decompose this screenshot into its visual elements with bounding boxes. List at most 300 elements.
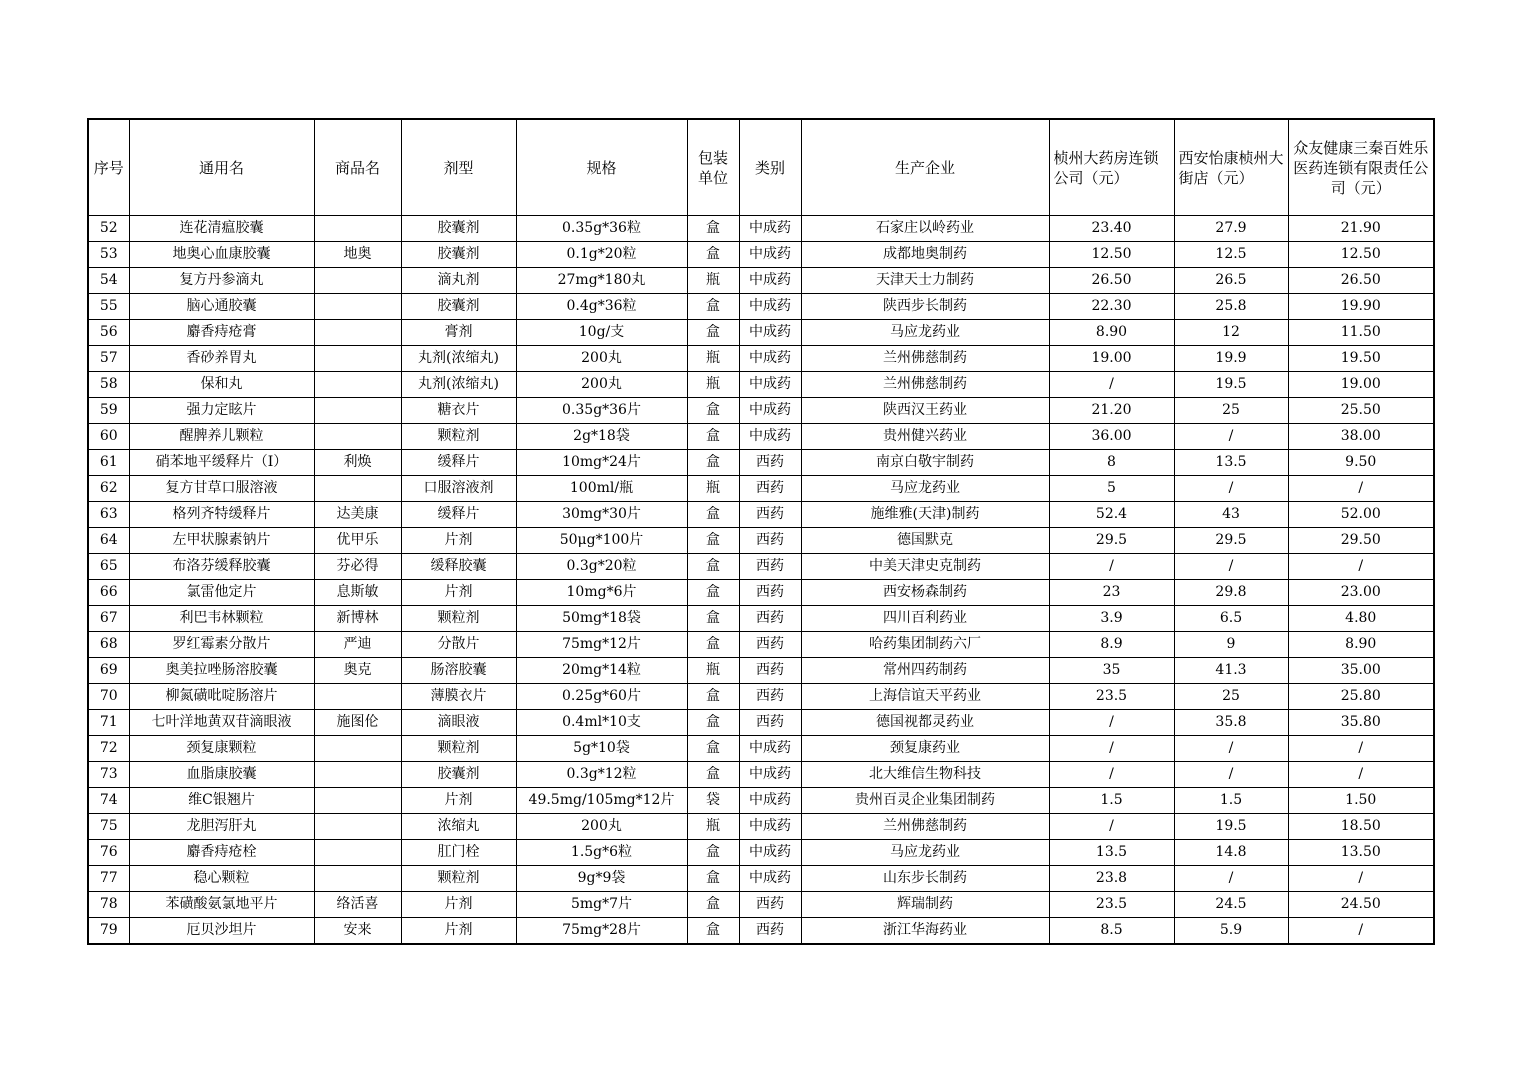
cell-package-unit: 盒 bbox=[687, 710, 739, 736]
cell-price-store-2: / bbox=[1174, 424, 1288, 450]
cell-generic-name: 麝香痔疮栓 bbox=[129, 840, 314, 866]
cell-specification: 5mg*7片 bbox=[516, 892, 687, 918]
table-row bbox=[88, 710, 1434, 736]
cell-dosage-form: 颗粒剂 bbox=[401, 736, 516, 762]
cell-price-store-3: 4.80 bbox=[1288, 606, 1434, 632]
cell-dosage-form: 膏剂 bbox=[401, 320, 516, 346]
cell-price-store-3: 29.50 bbox=[1288, 528, 1434, 554]
cell-price-store-2: / bbox=[1174, 762, 1288, 788]
cell-specification: 27mg*180丸 bbox=[516, 268, 687, 294]
cell-price-store-2: 13.5 bbox=[1174, 450, 1288, 476]
cell-dosage-form: 片剂 bbox=[401, 918, 516, 945]
table-row bbox=[88, 866, 1434, 892]
cell-category: 中成药 bbox=[739, 346, 801, 372]
cell-package-unit: 盒 bbox=[687, 502, 739, 528]
cell-price-store-1: 21.20 bbox=[1049, 398, 1174, 424]
cell-index: 52 bbox=[88, 216, 129, 242]
cell-index: 56 bbox=[88, 320, 129, 346]
table-row bbox=[88, 658, 1434, 684]
cell-price-store-2: / bbox=[1174, 736, 1288, 762]
cell-dosage-form: 片剂 bbox=[401, 580, 516, 606]
col-header-generic-name: 通用名 bbox=[129, 119, 314, 216]
cell-category: 西药 bbox=[739, 450, 801, 476]
cell-package-unit: 盒 bbox=[687, 684, 739, 710]
cell-brand-name: 施图伦 bbox=[314, 710, 401, 736]
cell-generic-name: 奥美拉唑肠溶胶囊 bbox=[129, 658, 314, 684]
cell-brand-name bbox=[314, 788, 401, 814]
cell-brand-name bbox=[314, 216, 401, 242]
cell-price-store-1: 8.9 bbox=[1049, 632, 1174, 658]
cell-manufacturer: 贵州百灵企业集团制药 bbox=[801, 788, 1049, 814]
cell-manufacturer: 天津天士力制药 bbox=[801, 268, 1049, 294]
cell-specification: 49.5mg/105mg*12片 bbox=[516, 788, 687, 814]
cell-specification: 0.35g*36粒 bbox=[516, 216, 687, 242]
cell-category: 中成药 bbox=[739, 216, 801, 242]
cell-brand-name bbox=[314, 476, 401, 502]
cell-price-store-2: 19.9 bbox=[1174, 346, 1288, 372]
cell-generic-name: 稳心颗粒 bbox=[129, 866, 314, 892]
cell-generic-name: 氯雷他定片 bbox=[129, 580, 314, 606]
cell-brand-name bbox=[314, 320, 401, 346]
cell-generic-name: 苯磺酸氨氯地平片 bbox=[129, 892, 314, 918]
cell-price-store-1: 12.50 bbox=[1049, 242, 1174, 268]
cell-generic-name: 罗红霉素分散片 bbox=[129, 632, 314, 658]
table-body bbox=[88, 216, 1434, 945]
cell-package-unit: 盒 bbox=[687, 892, 739, 918]
cell-specification: 9g*9袋 bbox=[516, 866, 687, 892]
cell-category: 西药 bbox=[739, 476, 801, 502]
cell-specification: 30mg*30片 bbox=[516, 502, 687, 528]
cell-dosage-form: 缓释片 bbox=[401, 502, 516, 528]
cell-manufacturer: 马应龙药业 bbox=[801, 840, 1049, 866]
cell-brand-name bbox=[314, 736, 401, 762]
cell-brand-name: 严迪 bbox=[314, 632, 401, 658]
cell-price-store-1: 23.8 bbox=[1049, 866, 1174, 892]
cell-brand-name: 地奥 bbox=[314, 242, 401, 268]
cell-price-store-1: 23.40 bbox=[1049, 216, 1174, 242]
cell-price-store-1: 23.5 bbox=[1049, 684, 1174, 710]
cell-generic-name: 复方甘草口服溶液 bbox=[129, 476, 314, 502]
cell-generic-name: 颈复康颗粒 bbox=[129, 736, 314, 762]
cell-dosage-form: 肛门栓 bbox=[401, 840, 516, 866]
cell-brand-name bbox=[314, 294, 401, 320]
cell-specification: 0.4ml*10支 bbox=[516, 710, 687, 736]
cell-generic-name: 利巴韦林颗粒 bbox=[129, 606, 314, 632]
cell-category: 西药 bbox=[739, 658, 801, 684]
cell-package-unit: 盒 bbox=[687, 320, 739, 346]
cell-manufacturer: 山东步长制药 bbox=[801, 866, 1049, 892]
cell-generic-name: 地奥心血康胶囊 bbox=[129, 242, 314, 268]
cell-price-store-3: 19.90 bbox=[1288, 294, 1434, 320]
cell-index: 62 bbox=[88, 476, 129, 502]
cell-price-store-2: 29.8 bbox=[1174, 580, 1288, 606]
table-row bbox=[88, 528, 1434, 554]
cell-price-store-3: / bbox=[1288, 736, 1434, 762]
cell-specification: 0.3g*20粒 bbox=[516, 554, 687, 580]
cell-package-unit: 盒 bbox=[687, 606, 739, 632]
cell-category: 中成药 bbox=[739, 320, 801, 346]
cell-category: 中成药 bbox=[739, 866, 801, 892]
cell-price-store-1: 52.4 bbox=[1049, 502, 1174, 528]
cell-price-store-2: 5.9 bbox=[1174, 918, 1288, 945]
table-row bbox=[88, 450, 1434, 476]
table-row bbox=[88, 554, 1434, 580]
cell-category: 西药 bbox=[739, 580, 801, 606]
cell-manufacturer: 南京白敬宇制药 bbox=[801, 450, 1049, 476]
cell-specification: 10g/支 bbox=[516, 320, 687, 346]
cell-price-store-3: 25.80 bbox=[1288, 684, 1434, 710]
cell-package-unit: 瓶 bbox=[687, 268, 739, 294]
cell-price-store-1: / bbox=[1049, 762, 1174, 788]
cell-category: 中成药 bbox=[739, 814, 801, 840]
price-table bbox=[87, 118, 1435, 945]
cell-specification: 75mg*12片 bbox=[516, 632, 687, 658]
cell-price-store-2: 12.5 bbox=[1174, 242, 1288, 268]
table-row bbox=[88, 580, 1434, 606]
cell-price-store-2: / bbox=[1174, 476, 1288, 502]
cell-price-store-1: 23 bbox=[1049, 580, 1174, 606]
cell-price-store-3: / bbox=[1288, 554, 1434, 580]
cell-index: 53 bbox=[88, 242, 129, 268]
cell-price-store-3: 18.50 bbox=[1288, 814, 1434, 840]
cell-package-unit: 瓶 bbox=[687, 658, 739, 684]
cell-specification: 0.4g*36粒 bbox=[516, 294, 687, 320]
cell-package-unit: 盒 bbox=[687, 294, 739, 320]
cell-brand-name: 利焕 bbox=[314, 450, 401, 476]
cell-generic-name: 强力定眩片 bbox=[129, 398, 314, 424]
cell-price-store-2: 14.8 bbox=[1174, 840, 1288, 866]
cell-package-unit: 盒 bbox=[687, 424, 739, 450]
table-row bbox=[88, 606, 1434, 632]
table-row bbox=[88, 424, 1434, 450]
cell-generic-name: 厄贝沙坦片 bbox=[129, 918, 314, 945]
cell-price-store-3: 35.00 bbox=[1288, 658, 1434, 684]
col-header-manufacturer: 生产企业 bbox=[801, 119, 1049, 216]
cell-price-store-1: 22.30 bbox=[1049, 294, 1174, 320]
cell-package-unit: 盒 bbox=[687, 242, 739, 268]
table-row bbox=[88, 762, 1434, 788]
cell-manufacturer: 颈复康药业 bbox=[801, 736, 1049, 762]
cell-price-store-2: 41.3 bbox=[1174, 658, 1288, 684]
col-header-dosage-form: 剂型 bbox=[401, 119, 516, 216]
cell-package-unit: 盒 bbox=[687, 450, 739, 476]
cell-manufacturer: 石家庄以岭药业 bbox=[801, 216, 1049, 242]
cell-manufacturer: 辉瑞制药 bbox=[801, 892, 1049, 918]
cell-category: 中成药 bbox=[739, 372, 801, 398]
cell-index: 78 bbox=[88, 892, 129, 918]
cell-package-unit: 盒 bbox=[687, 762, 739, 788]
cell-price-store-3: / bbox=[1288, 762, 1434, 788]
cell-price-store-1: 1.5 bbox=[1049, 788, 1174, 814]
cell-specification: 1.5g*6粒 bbox=[516, 840, 687, 866]
cell-brand-name bbox=[314, 398, 401, 424]
cell-price-store-1: / bbox=[1049, 736, 1174, 762]
cell-manufacturer: 哈药集团制药六厂 bbox=[801, 632, 1049, 658]
col-header-brand-name: 商品名 bbox=[314, 119, 401, 216]
cell-generic-name: 醒脾养儿颗粒 bbox=[129, 424, 314, 450]
cell-package-unit: 袋 bbox=[687, 788, 739, 814]
cell-dosage-form: 片剂 bbox=[401, 892, 516, 918]
cell-brand-name: 芬必得 bbox=[314, 554, 401, 580]
cell-category: 西药 bbox=[739, 528, 801, 554]
cell-price-store-3: 12.50 bbox=[1288, 242, 1434, 268]
cell-package-unit: 盒 bbox=[687, 554, 739, 580]
cell-dosage-form: 片剂 bbox=[401, 528, 516, 554]
cell-dosage-form: 缓释片 bbox=[401, 450, 516, 476]
cell-category: 中成药 bbox=[739, 788, 801, 814]
cell-price-store-2: 35.8 bbox=[1174, 710, 1288, 736]
cell-brand-name bbox=[314, 840, 401, 866]
cell-category: 西药 bbox=[739, 710, 801, 736]
cell-manufacturer: 兰州佛慈制药 bbox=[801, 814, 1049, 840]
cell-brand-name: 奥克 bbox=[314, 658, 401, 684]
cell-dosage-form: 滴丸剂 bbox=[401, 268, 516, 294]
cell-package-unit: 瓶 bbox=[687, 346, 739, 372]
cell-price-store-1: / bbox=[1049, 710, 1174, 736]
cell-index: 58 bbox=[88, 372, 129, 398]
cell-price-store-3: 35.80 bbox=[1288, 710, 1434, 736]
cell-specification: 10mg*6片 bbox=[516, 580, 687, 606]
table-row bbox=[88, 242, 1434, 268]
cell-price-store-2: 19.5 bbox=[1174, 372, 1288, 398]
cell-price-store-2: 12 bbox=[1174, 320, 1288, 346]
cell-brand-name bbox=[314, 762, 401, 788]
cell-index: 55 bbox=[88, 294, 129, 320]
cell-generic-name: 保和丸 bbox=[129, 372, 314, 398]
table-row bbox=[88, 372, 1434, 398]
table-row bbox=[88, 216, 1434, 242]
table-row bbox=[88, 476, 1434, 502]
cell-specification: 20mg*14粒 bbox=[516, 658, 687, 684]
cell-price-store-3: 23.00 bbox=[1288, 580, 1434, 606]
cell-generic-name: 柳氮磺吡啶肠溶片 bbox=[129, 684, 314, 710]
cell-price-store-2: 43 bbox=[1174, 502, 1288, 528]
cell-index: 77 bbox=[88, 866, 129, 892]
cell-index: 74 bbox=[88, 788, 129, 814]
cell-price-store-3: / bbox=[1288, 866, 1434, 892]
cell-specification: 200丸 bbox=[516, 346, 687, 372]
cell-price-store-2: 1.5 bbox=[1174, 788, 1288, 814]
cell-generic-name: 维C银翘片 bbox=[129, 788, 314, 814]
cell-category: 西药 bbox=[739, 892, 801, 918]
cell-manufacturer: 常州四药制药 bbox=[801, 658, 1049, 684]
cell-brand-name: 新博林 bbox=[314, 606, 401, 632]
cell-specification: 50mg*18袋 bbox=[516, 606, 687, 632]
cell-specification: 0.3g*12粒 bbox=[516, 762, 687, 788]
cell-dosage-form: 糖衣片 bbox=[401, 398, 516, 424]
cell-category: 中成药 bbox=[739, 398, 801, 424]
cell-dosage-form: 浓缩丸 bbox=[401, 814, 516, 840]
cell-manufacturer: 兰州佛慈制药 bbox=[801, 346, 1049, 372]
cell-specification: 0.1g*20粒 bbox=[516, 242, 687, 268]
col-header-price-store-1: 桢州大药房连锁公司（元） bbox=[1049, 119, 1174, 216]
cell-manufacturer: 陕西步长制药 bbox=[801, 294, 1049, 320]
cell-price-store-3: 13.50 bbox=[1288, 840, 1434, 866]
cell-price-store-2: 25 bbox=[1174, 684, 1288, 710]
cell-specification: 50μg*100片 bbox=[516, 528, 687, 554]
cell-dosage-form: 丸剂(浓缩丸) bbox=[401, 372, 516, 398]
cell-category: 中成药 bbox=[739, 840, 801, 866]
cell-price-store-3: 25.50 bbox=[1288, 398, 1434, 424]
cell-price-store-3: 19.50 bbox=[1288, 346, 1434, 372]
col-header-specification: 规格 bbox=[516, 119, 687, 216]
cell-index: 75 bbox=[88, 814, 129, 840]
cell-price-store-2: 29.5 bbox=[1174, 528, 1288, 554]
cell-index: 64 bbox=[88, 528, 129, 554]
cell-brand-name bbox=[314, 684, 401, 710]
table-row bbox=[88, 320, 1434, 346]
cell-manufacturer: 马应龙药业 bbox=[801, 476, 1049, 502]
cell-dosage-form: 片剂 bbox=[401, 788, 516, 814]
cell-category: 西药 bbox=[739, 632, 801, 658]
cell-generic-name: 格列齐特缓释片 bbox=[129, 502, 314, 528]
cell-manufacturer: 兰州佛慈制药 bbox=[801, 372, 1049, 398]
cell-brand-name bbox=[314, 346, 401, 372]
cell-brand-name: 息斯敏 bbox=[314, 580, 401, 606]
cell-category: 西药 bbox=[739, 918, 801, 945]
cell-dosage-form: 颗粒剂 bbox=[401, 606, 516, 632]
cell-dosage-form: 缓释胶囊 bbox=[401, 554, 516, 580]
cell-price-store-1: / bbox=[1049, 554, 1174, 580]
cell-specification: 200丸 bbox=[516, 814, 687, 840]
cell-category: 中成药 bbox=[739, 762, 801, 788]
cell-generic-name: 连花清瘟胶囊 bbox=[129, 216, 314, 242]
cell-index: 63 bbox=[88, 502, 129, 528]
header-row bbox=[88, 119, 1434, 216]
cell-generic-name: 脑心通胶囊 bbox=[129, 294, 314, 320]
table-row bbox=[88, 736, 1434, 762]
cell-price-store-1: 8.5 bbox=[1049, 918, 1174, 945]
cell-price-store-1: / bbox=[1049, 372, 1174, 398]
col-header-price-store-3: 众友健康三秦百姓乐医药连锁有限责任公司（元） bbox=[1288, 119, 1434, 216]
cell-price-store-3: 11.50 bbox=[1288, 320, 1434, 346]
cell-package-unit: 盒 bbox=[687, 528, 739, 554]
cell-index: 70 bbox=[88, 684, 129, 710]
cell-price-store-1: 8.90 bbox=[1049, 320, 1174, 346]
cell-price-store-3: 26.50 bbox=[1288, 268, 1434, 294]
col-header-price-store-2: 西安怡康桢州大街店（元） bbox=[1174, 119, 1288, 216]
cell-price-store-2: 25.8 bbox=[1174, 294, 1288, 320]
cell-price-store-1: 35 bbox=[1049, 658, 1174, 684]
cell-category: 中成药 bbox=[739, 736, 801, 762]
cell-category: 西药 bbox=[739, 554, 801, 580]
cell-package-unit: 盒 bbox=[687, 866, 739, 892]
cell-category: 中成药 bbox=[739, 424, 801, 450]
cell-package-unit: 盒 bbox=[687, 918, 739, 945]
cell-dosage-form: 滴眼液 bbox=[401, 710, 516, 736]
cell-price-store-3: / bbox=[1288, 918, 1434, 945]
cell-generic-name: 复方丹参滴丸 bbox=[129, 268, 314, 294]
cell-dosage-form: 口服溶液剂 bbox=[401, 476, 516, 502]
cell-index: 72 bbox=[88, 736, 129, 762]
cell-manufacturer: 贵州健兴药业 bbox=[801, 424, 1049, 450]
cell-brand-name bbox=[314, 424, 401, 450]
cell-manufacturer: 施维雅(天津)制药 bbox=[801, 502, 1049, 528]
cell-price-store-2: / bbox=[1174, 866, 1288, 892]
table-row bbox=[88, 840, 1434, 866]
cell-dosage-form: 薄膜衣片 bbox=[401, 684, 516, 710]
cell-dosage-form: 丸剂(浓缩丸) bbox=[401, 346, 516, 372]
cell-generic-name: 左甲状腺素钠片 bbox=[129, 528, 314, 554]
cell-dosage-form: 分散片 bbox=[401, 632, 516, 658]
cell-specification: 5g*10袋 bbox=[516, 736, 687, 762]
cell-package-unit: 盒 bbox=[687, 736, 739, 762]
table-row bbox=[88, 346, 1434, 372]
cell-price-store-3: 19.00 bbox=[1288, 372, 1434, 398]
cell-brand-name: 优甲乐 bbox=[314, 528, 401, 554]
table-row bbox=[88, 788, 1434, 814]
cell-manufacturer: 成都地奥制药 bbox=[801, 242, 1049, 268]
cell-generic-name: 七叶洋地黄双苷滴眼液 bbox=[129, 710, 314, 736]
col-header-index: 序号 bbox=[88, 119, 129, 216]
cell-category: 西药 bbox=[739, 606, 801, 632]
cell-manufacturer: 四川百利药业 bbox=[801, 606, 1049, 632]
cell-package-unit: 盒 bbox=[687, 632, 739, 658]
cell-price-store-2: 19.5 bbox=[1174, 814, 1288, 840]
cell-dosage-form: 肠溶胶囊 bbox=[401, 658, 516, 684]
cell-brand-name bbox=[314, 866, 401, 892]
cell-index: 59 bbox=[88, 398, 129, 424]
cell-index: 67 bbox=[88, 606, 129, 632]
cell-manufacturer: 中美天津史克制药 bbox=[801, 554, 1049, 580]
cell-generic-name: 龙胆泻肝丸 bbox=[129, 814, 314, 840]
cell-generic-name: 麝香痔疮膏 bbox=[129, 320, 314, 346]
cell-category: 西药 bbox=[739, 684, 801, 710]
cell-brand-name: 达美康 bbox=[314, 502, 401, 528]
cell-price-store-1: 8 bbox=[1049, 450, 1174, 476]
cell-manufacturer: 马应龙药业 bbox=[801, 320, 1049, 346]
cell-brand-name: 安来 bbox=[314, 918, 401, 945]
cell-index: 76 bbox=[88, 840, 129, 866]
table-row bbox=[88, 632, 1434, 658]
table-row bbox=[88, 684, 1434, 710]
table-row bbox=[88, 502, 1434, 528]
cell-price-store-1: 23.5 bbox=[1049, 892, 1174, 918]
cell-price-store-2: 6.5 bbox=[1174, 606, 1288, 632]
cell-price-store-3: 8.90 bbox=[1288, 632, 1434, 658]
cell-package-unit: 盒 bbox=[687, 398, 739, 424]
cell-index: 54 bbox=[88, 268, 129, 294]
cell-manufacturer: 德国视都灵药业 bbox=[801, 710, 1049, 736]
cell-manufacturer: 北大维信生物科技 bbox=[801, 762, 1049, 788]
cell-index: 71 bbox=[88, 710, 129, 736]
cell-specification: 75mg*28片 bbox=[516, 918, 687, 945]
cell-price-store-1: 19.00 bbox=[1049, 346, 1174, 372]
cell-price-store-1: 36.00 bbox=[1049, 424, 1174, 450]
cell-package-unit: 瓶 bbox=[687, 476, 739, 502]
cell-price-store-3: 21.90 bbox=[1288, 216, 1434, 242]
cell-generic-name: 布洛芬缓释胶囊 bbox=[129, 554, 314, 580]
cell-package-unit: 盒 bbox=[687, 840, 739, 866]
cell-price-store-2: 27.9 bbox=[1174, 216, 1288, 242]
cell-price-store-1: 5 bbox=[1049, 476, 1174, 502]
cell-price-store-1: 3.9 bbox=[1049, 606, 1174, 632]
cell-generic-name: 硝苯地平缓释片（Ⅰ） bbox=[129, 450, 314, 476]
cell-category: 中成药 bbox=[739, 268, 801, 294]
cell-index: 69 bbox=[88, 658, 129, 684]
cell-specification: 10mg*24片 bbox=[516, 450, 687, 476]
table-row bbox=[88, 268, 1434, 294]
cell-index: 61 bbox=[88, 450, 129, 476]
cell-brand-name bbox=[314, 268, 401, 294]
cell-price-store-1: 29.5 bbox=[1049, 528, 1174, 554]
cell-brand-name bbox=[314, 372, 401, 398]
cell-index: 73 bbox=[88, 762, 129, 788]
cell-price-store-1: 26.50 bbox=[1049, 268, 1174, 294]
cell-dosage-form: 胶囊剂 bbox=[401, 216, 516, 242]
cell-price-store-1: / bbox=[1049, 814, 1174, 840]
table-row bbox=[88, 398, 1434, 424]
